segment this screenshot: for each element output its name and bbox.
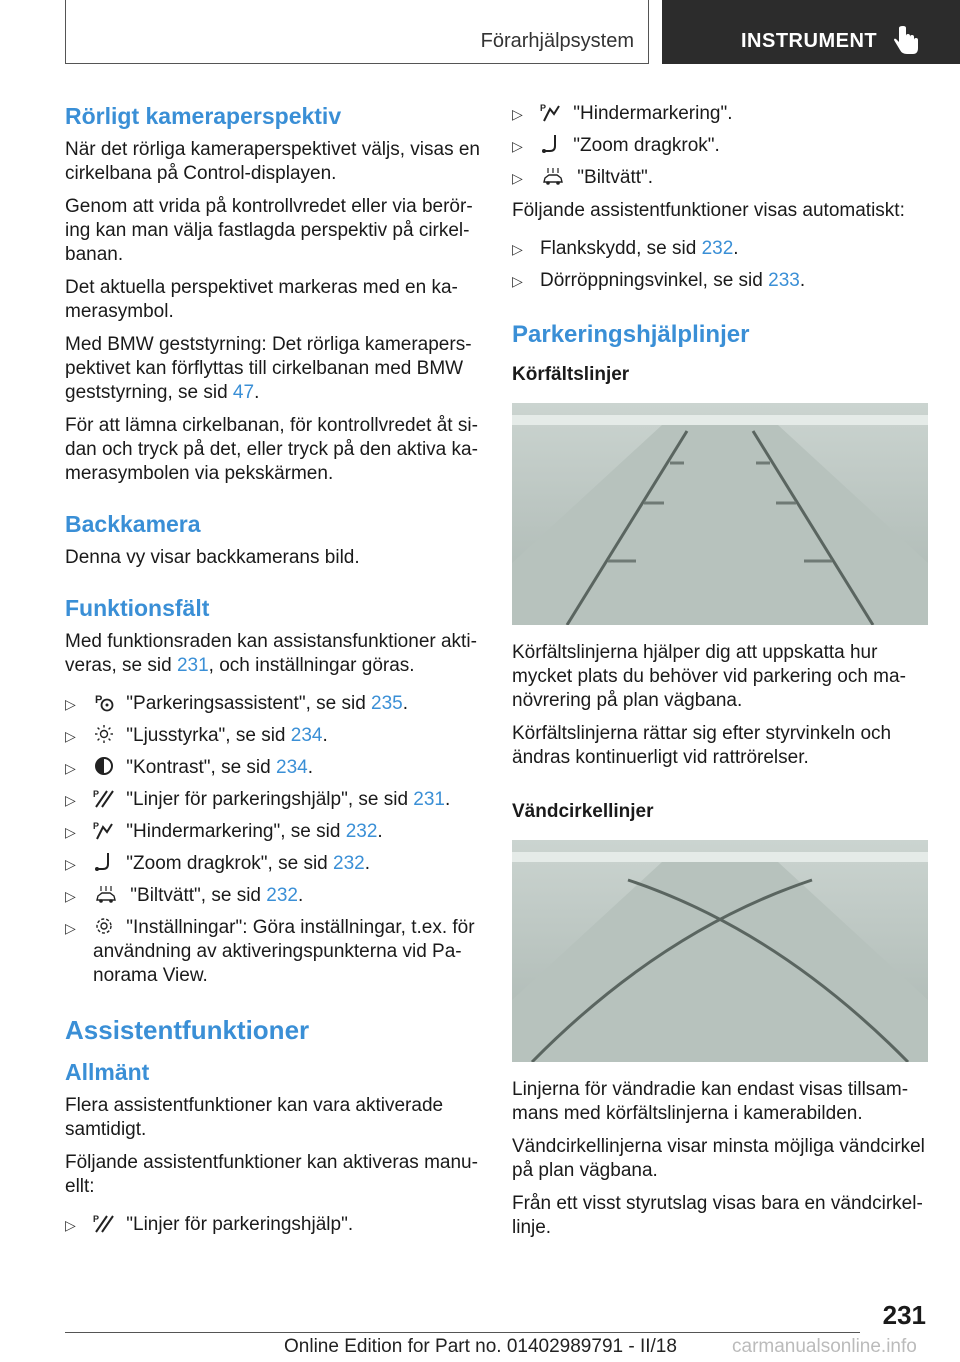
header-chapter: Förarhjälpsystem bbox=[480, 30, 634, 52]
page-link[interactable]: 231 bbox=[413, 789, 445, 810]
tow-hook-icon bbox=[93, 852, 115, 872]
list-item: ▷ Dörröppningsvinkel, se sid 233. bbox=[512, 269, 932, 293]
para: Genom att vrida på kontrollvredet eller via beröring kan man välja fastlagda perspektiv på cirkelbanan. bbox=[65, 196, 473, 265]
function-bar-list bbox=[65, 692, 480, 988]
footer-divider bbox=[65, 1332, 860, 1333]
page-link[interactable]: 233 bbox=[768, 270, 800, 291]
para: För att lämna cirkelbanan, för kontrollvredet åt sidan och tryck på det, eller tryck på den aktiva kamerasymbolen via pekskärmen. bbox=[65, 415, 478, 484]
page-link[interactable]: 232 bbox=[333, 853, 365, 874]
heading-funktionsfalt: Funktionsfält bbox=[65, 595, 210, 621]
brightness-icon bbox=[93, 724, 115, 744]
auto-list bbox=[512, 237, 932, 293]
para: Från ett visst styrutslag visas bara en vändcirkellinje. bbox=[512, 1193, 923, 1238]
lane-lines-image bbox=[512, 403, 928, 625]
list-item: ▷ "Biltvätt", se sid 232. bbox=[65, 884, 480, 908]
list-item: ▷ "Ljusstyrka", se sid 234. bbox=[65, 724, 480, 748]
page-link[interactable]: 232 bbox=[345, 821, 378, 842]
page-number: 231 bbox=[882, 1300, 926, 1330]
footer-watermark: carmanualsonline.info bbox=[732, 1336, 917, 1357]
list-item: ▷ P "Linjer för parkeringshjälp". bbox=[65, 1213, 480, 1237]
gear-icon bbox=[93, 916, 115, 936]
subheading-vandcirkellinjer: Vändcirkellinjer bbox=[512, 801, 654, 822]
para: Följande assistentfunktioner kan aktiveras manuellt: bbox=[65, 1152, 478, 1197]
list-item: ▷ P "Hindermarkering", se sid 232. bbox=[65, 820, 480, 844]
para: Linjerna för vändradie kan endast visas tillsammans med körfältslinjerna i kamerabilden. bbox=[512, 1079, 909, 1124]
page-link[interactable]: 235 bbox=[371, 693, 403, 714]
parking-assistant-icon bbox=[93, 692, 115, 712]
parking-lines-icon bbox=[93, 1213, 115, 1233]
car-wash-icon bbox=[540, 166, 566, 186]
manual-list-cont bbox=[512, 102, 932, 190]
svg-text:P: ▷ P bbox=[540, 103, 547, 113]
heading-backkamera: Backkamera bbox=[65, 511, 201, 537]
list-item: ▷ "Kontrast", se sid 234. bbox=[65, 756, 480, 780]
parking-lines-icon bbox=[93, 788, 115, 808]
list-item: ▷ "Zoom dragkrok". bbox=[512, 134, 932, 158]
car-wash-icon bbox=[93, 884, 119, 904]
para: Det aktuella perspektivet markeras med en kamerasymbol. bbox=[65, 277, 458, 322]
para: Denna vy visar backkamerans bild. bbox=[65, 547, 360, 568]
heading-assistentfunktioner: Assistentfunktioner bbox=[65, 1015, 310, 1045]
para: Följande assistentfunktioner visas automatiskt: bbox=[512, 200, 905, 221]
left-column bbox=[65, 102, 480, 1246]
para: Med BMW geststyrning: Det rörliga kameraperspektivet kan förflyttas till cirkelbanan med BMW geststyrning, se sid 47. bbox=[65, 334, 472, 403]
svg-text:P: ▷ P bbox=[93, 821, 100, 831]
para: När det rörliga kameraperspektivet väljs, visas en cirkelbana på Control-displayen. bbox=[65, 139, 481, 184]
para: Med funktionsraden kan assistansfunktioner aktiveras, se sid 231, och inställningar göras. bbox=[65, 631, 477, 676]
obstacle-marking-icon bbox=[540, 102, 562, 122]
tow-hook-icon bbox=[540, 134, 562, 154]
header-section: INSTRUMENT bbox=[741, 30, 878, 52]
right-column bbox=[512, 102, 932, 1249]
hand-pointer-icon bbox=[893, 26, 921, 56]
contrast-icon bbox=[93, 756, 115, 776]
list-item: ▷ P "Linjer för parkeringshjälp", se sid 231. bbox=[65, 788, 480, 812]
list-item: ▷ "Biltvätt". bbox=[512, 166, 932, 190]
list-item: ▷ P "Hindermarkering". bbox=[512, 102, 932, 126]
header-chapter-box bbox=[65, 0, 649, 64]
list-item: ▷ Flankskydd, se sid 232. bbox=[512, 237, 932, 261]
page-link[interactable]: 231 bbox=[176, 655, 209, 676]
heading-parkeringshjalplinjer: Parkeringshjälplinjer bbox=[512, 321, 750, 348]
page-link[interactable]: 232 bbox=[266, 885, 298, 906]
page-link[interactable]: 234 bbox=[276, 757, 308, 778]
list-item: ▷ "Zoom dragkrok", se sid 232. bbox=[65, 852, 480, 876]
svg-text:P: ▷ P bbox=[95, 694, 103, 706]
page-link[interactable]: 234 bbox=[290, 725, 323, 746]
turning-circle-image bbox=[512, 840, 928, 1062]
para: Körfältslinjerna hjälper dig att uppskatta hur mycket plats du behöver vid parkering och manövrering på plan vägbana. bbox=[512, 642, 906, 711]
para: Körfältslinjerna rättar sig efter styrvinkeln och ändras kontinuerligt vid rattrörelser. bbox=[512, 723, 892, 768]
subheading-korfaltslinjer: Körfältslinjer bbox=[512, 364, 630, 385]
obstacle-marking-icon bbox=[93, 820, 115, 840]
list-item: ▷ P "Parkeringsassistent", se sid 235. bbox=[65, 692, 480, 716]
svg-text:P: ▷ P bbox=[93, 789, 100, 799]
heading-rorligt: Rörligt kameraperspektiv bbox=[65, 103, 342, 129]
page-link[interactable]: 47 bbox=[232, 382, 255, 403]
list-item: ▷ "Inställningar": Göra inställningar, t.ex. för användning av aktiveringspunkterna vid Panorama View. bbox=[65, 916, 480, 988]
manual-list bbox=[65, 1213, 480, 1237]
svg-text:P: ▷ P bbox=[93, 1214, 100, 1224]
heading-allmant: Allmänt bbox=[65, 1059, 150, 1085]
para: Vändcirkellinjerna visar minsta möjliga vändcirkel på plan vägbana. bbox=[512, 1136, 925, 1181]
page-link[interactable]: 232 bbox=[701, 238, 734, 259]
footer-edition: Online Edition for Part no. 01402989791 - II/18 bbox=[284, 1336, 677, 1357]
para: Flera assistentfunktioner kan vara aktiverade samtidigt. bbox=[65, 1095, 444, 1140]
